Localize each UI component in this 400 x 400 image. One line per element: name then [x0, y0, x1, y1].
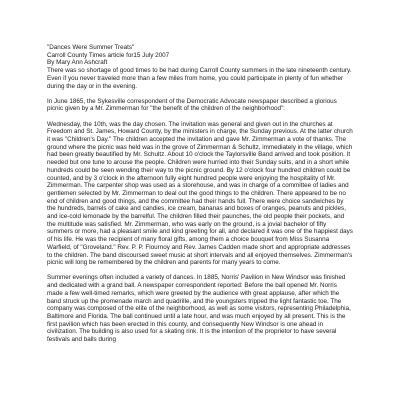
article-byline: By Mary Ann Ashcraft: [47, 59, 108, 67]
paragraph-picnic-intro: In June 1865, the Sykesville correspondent of the Democratic Advocate newspaper described a glorious picnic given by a Mr. Zimmerman for "the benefit of the children of the neighborhood":: [47, 97, 337, 113]
paragraph-picnic-quote: Wednesday, the 10th, was the day chosen. The invitation was general and given out in the churches at Freedom and St. James, Howard County, by the ministers in charge, the Sunday previous. At the latter church it was "Children's Day." The children accepted the invitation and gave Mr. Zimmerman a vote of thanks. The ground where the picnic was held was in the grove of Zimmerman & Schultz, immediately in the village, which had been greatly beautified by Mr. Schultz. About 10 o'clock the Taylorsville Band arrived and took position. It needed but one tune to arouse the people. Children were hurried into their Sunday suits, and in a short while hundreds could be seen wending their way to the picnic ground. By 12 o'clock four hundred children could be counted, and by 3 o'clock in the afternoon fully eight hundred people were enjoying the hospitality of Mr. Zimmerman. The carpenter shop was used as a storehouse, and was in charge of a committee of ladies and gentlemen selected by Mr. Zimmerman to deal out the good things to the children. There appeared to be no end of children and good things, and the committee had their hands full. There were choice sandwiches by the hundreds, barrels of cake and candies, ice cream, bananas and boxes of oranges, peanuts and pickles, and ice-cold lemonade by the barrelful. The children filled their paunches, the old people their pockets, and the multitude was satisfied. Mr. Zimmerman, who was early on the ground, is a jovial bachelor of fifty summers or more, had a pleasant smile and kind greeting for all, and declared it was one of the happiest days of his life. He was the recipient of many floral gifts, among them a choice bouquet from Miss Susanna Warfield, of "Groveland." Rev. P. P. Flournoy and Rev. James Cadden made short and appropriate addresses to the children. The band discoursed sweet music at short intervals and all enjoyed themselves. Zimmerman's picnic will long be remembered by the children and parents for many years to come.: [47, 120, 353, 267]
paragraph-dances: Summer evenings often included a variety of dances. In 1885, Norris' Pavilion in New Windsor was finished and dedicated with a grand ball. A newspaper correspondent reported: Before the ball opened Mr. Norris made a few well-timed remarks, which were greeted by the audience with great applause, after which the band struck up the promenade march and quadrille, and the youngsters tripped the light fantastic toe. The company was composed of the elite of the neighborhood, as well as some visitors, representing Philadelphia, Baltimore and Florida. The ball continued until a late hour, and was much enjoyed by all present. This is the first pavilion which has been erected in this county, and consequently New Windsor is one ahead in civilization. The building is also used for a skating rink. It is the intention of the proprietor to have several festivals and balls during: [47, 274, 351, 344]
article-title: "Dances Were Summer Treats": [47, 44, 135, 51]
paragraph-intro: There was so shortage of good times to be had during Carroll County summers in the late nineteenth century. Even if you never traveled more than a few miles from home, you could participate in plenty of fun whether during the day or in the evening.: [47, 67, 352, 90]
article-source: Carroll County Times article for15 July 2007: [47, 51, 170, 59]
